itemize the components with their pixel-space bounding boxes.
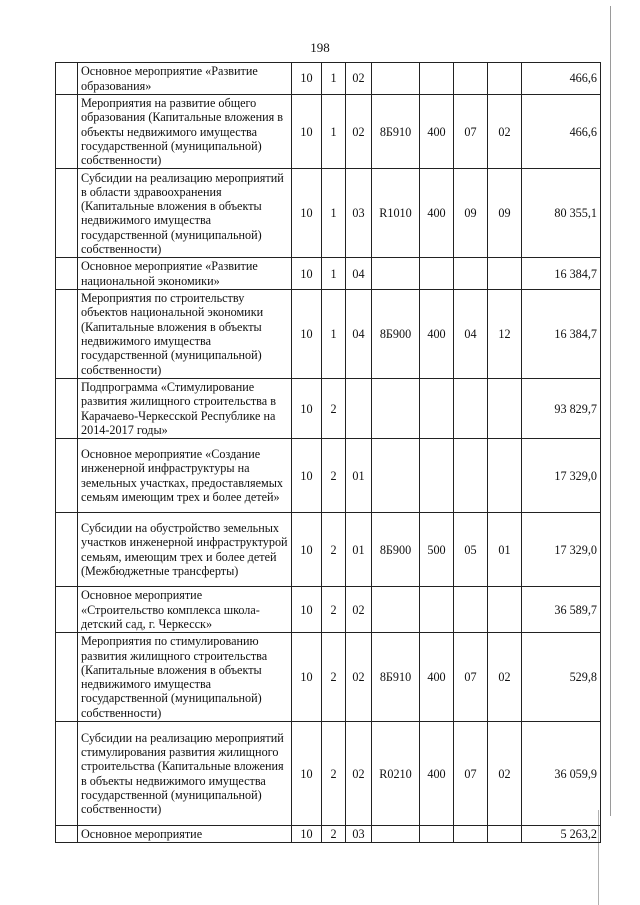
blank-cell <box>56 95 78 169</box>
table-row <box>56 379 601 439</box>
section-cell <box>454 587 488 633</box>
expense-type-cell <box>420 63 454 95</box>
gp-cell: 10 <box>292 258 322 290</box>
gp-cell: 10 <box>292 826 322 843</box>
section-cell: 09 <box>454 169 488 258</box>
direction-cell <box>372 439 420 513</box>
pp-cell: 2 <box>322 379 346 439</box>
row-name-cell: Субсидии на реализацию мероприятий стимулирования развития жилищного строительства (Капитальные вложения в объекты недвижимого имущества государственной (муниципальной) собственности) <box>78 722 292 826</box>
amount-cell: 36 589,7 <box>522 587 601 633</box>
subsection-cell <box>488 439 522 513</box>
subsection-cell: 09 <box>488 169 522 258</box>
pp-cell: 2 <box>322 722 346 826</box>
amount-cell: 17 329,0 <box>522 513 601 587</box>
budget-table <box>55 62 601 843</box>
section-cell: 05 <box>454 513 488 587</box>
gp-cell: 10 <box>292 587 322 633</box>
om-cell: 02 <box>346 63 372 95</box>
pp-cell: 1 <box>322 63 346 95</box>
row-name-cell: Подпрограмма «Стимулирование развития жилищного строительства в Карачаево-Черкесской Республике на 2014-2017 годы» <box>78 379 292 439</box>
section-cell <box>454 826 488 843</box>
table-row <box>56 258 601 290</box>
expense-type-cell <box>420 826 454 843</box>
row-name-cell: Субсидии на реализацию мероприятий в области здравоохранения (Капитальные вложения в объекты недвижимого имущества государственной (муниципальной) собственности) <box>78 169 292 258</box>
row-name-cell: Основное мероприятие «Создание инженерной инфраструктуры на земельных участках, предоставляемых семьям имеющим трех и более детей» <box>78 439 292 513</box>
amount-cell: 17 329,0 <box>522 439 601 513</box>
subsection-cell <box>488 258 522 290</box>
subsection-cell: 12 <box>488 290 522 379</box>
row-name-cell: Мероприятия по стимулированию развития жилищного строительства (Капитальные вложения в объекты недвижимого имущества государственной (муниципальной) собственности) <box>78 633 292 722</box>
expense-type-cell: 500 <box>420 513 454 587</box>
subsection-cell: 02 <box>488 95 522 169</box>
table-row <box>56 95 601 169</box>
direction-cell <box>372 63 420 95</box>
expense-type-cell: 400 <box>420 95 454 169</box>
gp-cell: 10 <box>292 513 322 587</box>
subsection-cell: 02 <box>488 722 522 826</box>
scan-edge-line <box>610 6 611 816</box>
blank-cell <box>56 290 78 379</box>
om-cell: 01 <box>346 513 372 587</box>
section-cell <box>454 258 488 290</box>
pp-cell: 1 <box>322 290 346 379</box>
expense-type-cell: 400 <box>420 169 454 258</box>
blank-cell <box>56 169 78 258</box>
amount-cell: 93 829,7 <box>522 379 601 439</box>
om-cell: 02 <box>346 722 372 826</box>
pp-cell: 2 <box>322 513 346 587</box>
om-cell: 02 <box>346 95 372 169</box>
pp-cell: 2 <box>322 587 346 633</box>
table-row <box>56 169 601 258</box>
section-cell: 04 <box>454 290 488 379</box>
subsection-cell <box>488 63 522 95</box>
direction-cell: 8Б910 <box>372 633 420 722</box>
om-cell: 02 <box>346 587 372 633</box>
section-cell <box>454 63 488 95</box>
subsection-cell <box>488 379 522 439</box>
amount-cell: 529,8 <box>522 633 601 722</box>
gp-cell: 10 <box>292 169 322 258</box>
expense-type-cell: 400 <box>420 722 454 826</box>
table-row <box>56 290 601 379</box>
expense-type-cell <box>420 379 454 439</box>
table-body <box>56 63 601 843</box>
om-cell <box>346 379 372 439</box>
blank-cell <box>56 439 78 513</box>
gp-cell: 10 <box>292 379 322 439</box>
om-cell: 02 <box>346 633 372 722</box>
expense-type-cell: 400 <box>420 633 454 722</box>
table-row <box>56 513 601 587</box>
expense-type-cell <box>420 258 454 290</box>
pp-cell: 1 <box>322 258 346 290</box>
blank-cell <box>56 258 78 290</box>
pp-cell: 2 <box>322 633 346 722</box>
row-name-cell: Мероприятия на развитие общего образования (Капитальные вложения в объекты недвижимого имущества государственной (муниципальной) собственности) <box>78 95 292 169</box>
row-name-cell: Мероприятия по строительству объектов национальной экономики (Капитальные вложения в объекты недвижимого имущества государственной (муниципальной) собственности) <box>78 290 292 379</box>
blank-cell <box>56 379 78 439</box>
gp-cell: 10 <box>292 722 322 826</box>
amount-cell: 36 059,9 <box>522 722 601 826</box>
om-cell: 03 <box>346 169 372 258</box>
subsection-cell: 01 <box>488 513 522 587</box>
amount-cell: 80 355,1 <box>522 169 601 258</box>
pp-cell: 2 <box>322 826 346 843</box>
direction-cell: 8Б900 <box>372 290 420 379</box>
table-row <box>56 633 601 722</box>
row-name-cell: Субсидии на обустройство земельных участков инженерной инфраструктурой семьям, имеющим трех и более детей (Межбюджетные трансферты) <box>78 513 292 587</box>
subsection-cell <box>488 587 522 633</box>
row-name-cell: Основное мероприятие «Строительство комплекса школа-детский сад, г. Черкесск» <box>78 587 292 633</box>
blank-cell <box>56 722 78 826</box>
direction-cell <box>372 379 420 439</box>
row-name-cell: Основное мероприятие «Развитие образования» <box>78 63 292 95</box>
section-cell: 07 <box>454 722 488 826</box>
direction-cell: 8Б900 <box>372 513 420 587</box>
amount-cell: 16 384,7 <box>522 290 601 379</box>
om-cell: 04 <box>346 258 372 290</box>
direction-cell: 8Б910 <box>372 95 420 169</box>
blank-cell <box>56 826 78 843</box>
subsection-cell: 02 <box>488 633 522 722</box>
pp-cell: 2 <box>322 439 346 513</box>
blank-cell <box>56 633 78 722</box>
direction-cell <box>372 258 420 290</box>
gp-cell: 10 <box>292 439 322 513</box>
expense-type-cell <box>420 439 454 513</box>
direction-cell: R0210 <box>372 722 420 826</box>
direction-cell <box>372 826 420 843</box>
amount-cell: 5 263,2 <box>522 826 601 843</box>
section-cell: 07 <box>454 633 488 722</box>
table-row <box>56 587 601 633</box>
row-name-cell: Основное мероприятие <box>78 826 292 843</box>
om-cell: 03 <box>346 826 372 843</box>
subsection-cell <box>488 826 522 843</box>
gp-cell: 10 <box>292 63 322 95</box>
table-row <box>56 826 601 843</box>
blank-cell <box>56 63 78 95</box>
table-row <box>56 722 601 826</box>
om-cell: 04 <box>346 290 372 379</box>
row-name-cell: Основное мероприятие «Развитие национальной экономики» <box>78 258 292 290</box>
pp-cell: 1 <box>322 95 346 169</box>
pp-cell: 1 <box>322 169 346 258</box>
direction-cell <box>372 587 420 633</box>
gp-cell: 10 <box>292 633 322 722</box>
table-row <box>56 439 601 513</box>
blank-cell <box>56 587 78 633</box>
amount-cell: 466,6 <box>522 95 601 169</box>
page-number: 198 <box>310 40 330 55</box>
section-cell: 07 <box>454 95 488 169</box>
direction-cell: R1010 <box>372 169 420 258</box>
section-cell <box>454 379 488 439</box>
expense-type-cell: 400 <box>420 290 454 379</box>
om-cell: 01 <box>346 439 372 513</box>
expense-type-cell <box>420 587 454 633</box>
amount-cell: 16 384,7 <box>522 258 601 290</box>
gp-cell: 10 <box>292 95 322 169</box>
amount-cell: 466,6 <box>522 63 601 95</box>
gp-cell: 10 <box>292 290 322 379</box>
table-row <box>56 63 601 95</box>
section-cell <box>454 439 488 513</box>
blank-cell <box>56 513 78 587</box>
